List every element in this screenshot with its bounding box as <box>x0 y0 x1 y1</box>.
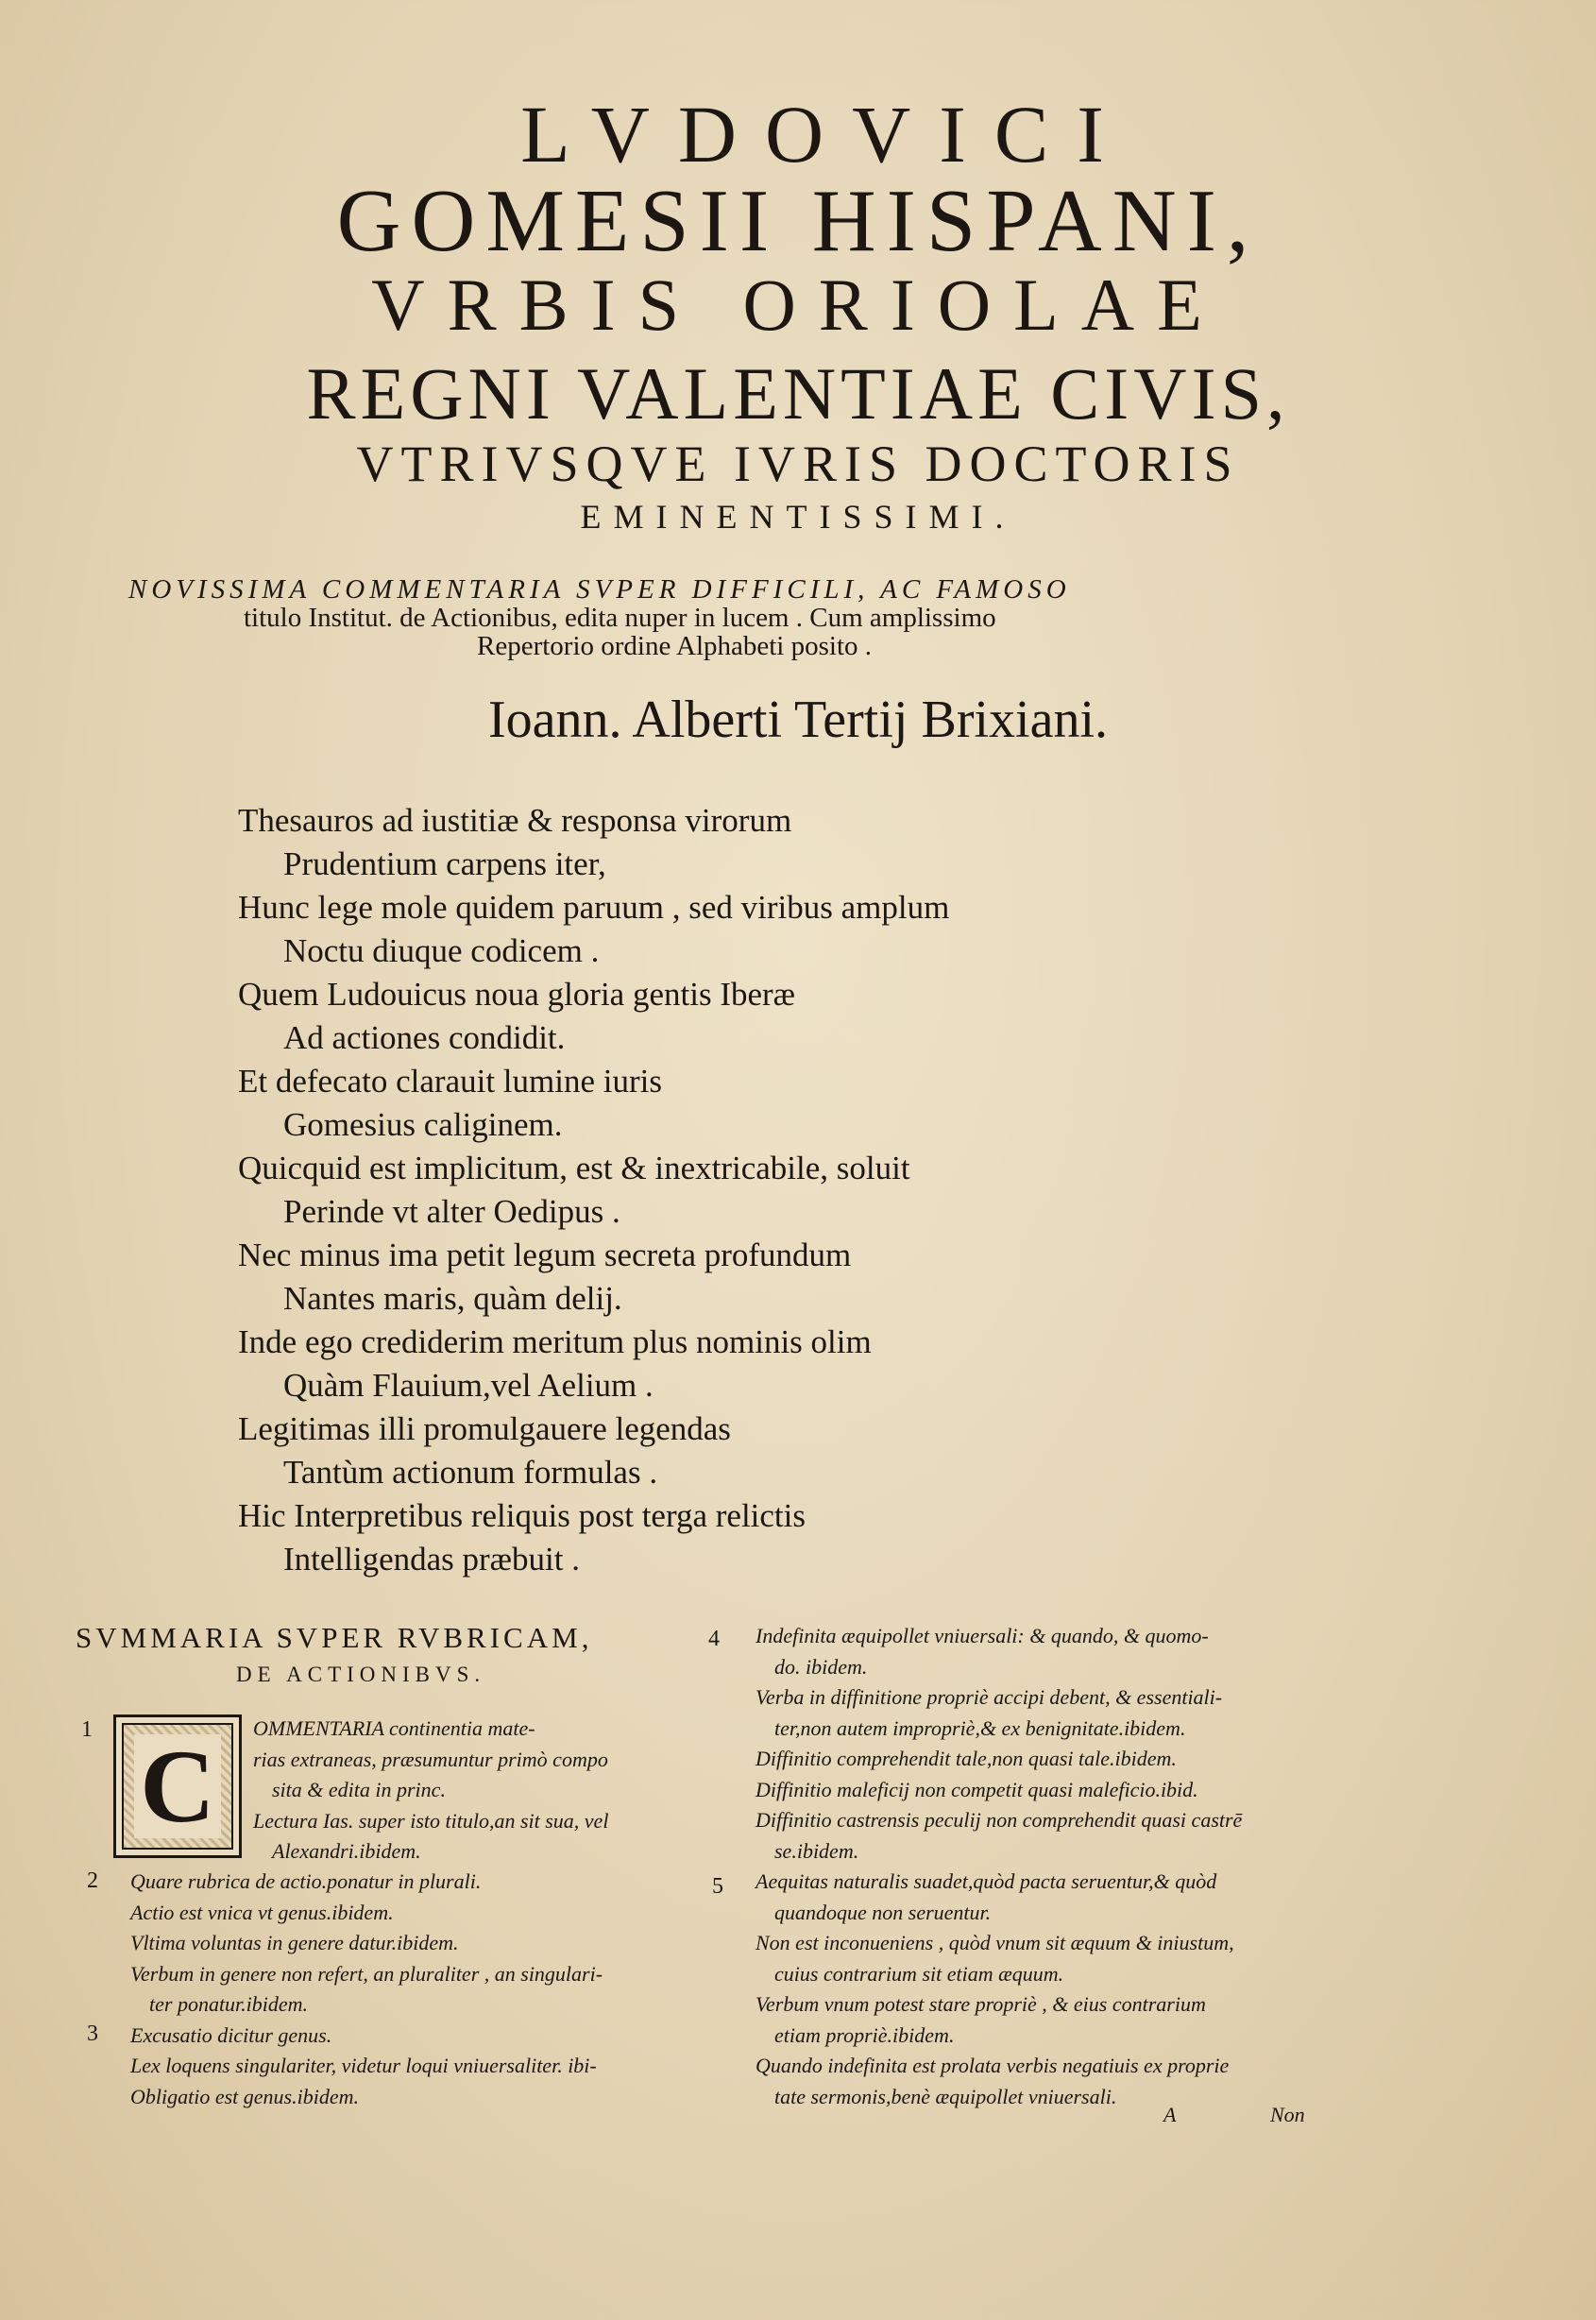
summaria-title: SVMMARIA SVPER RVBRICAM, <box>76 1621 593 1654</box>
summary-entry: Verbum in genere non refert, an pluraliter , an singulari- <box>130 1961 603 1986</box>
summary-entry: Indefinita æquipollet vniuersali: & quando, & quomo- <box>756 1624 1209 1647</box>
summary-entry: Lectura Ias. super isto titulo,an sit sua, vel <box>253 1808 609 1833</box>
summary-entry: Alexandri.ibidem. <box>272 1839 421 1863</box>
summary-entry: Lex loquens singulariter, videtur loqui vniuersaliter. ibi- <box>130 2054 597 2077</box>
poem-line: Perinde vt alter Oedipus . <box>283 1193 620 1230</box>
summary-number: 3 <box>87 2021 98 2046</box>
summary-left-column-first <box>253 1714 608 1868</box>
summary-entry: Diffinitio maleficij non competit quasi maleficio.ibid. <box>756 1777 1198 1801</box>
decorated-initial <box>113 1714 242 1858</box>
summary-entry: Vltima voluntas in genere datur.ibidem. <box>130 1931 459 1954</box>
title-line-4: REGNI VALENTIAE CIVIS, <box>306 352 1290 435</box>
title-line-2: GOMESII HISPANI, <box>336 172 1260 270</box>
summary-entry: Non est inconueniens , quòd vnum sit æquum & iniustum, <box>756 1931 1234 1954</box>
summary-entry: Quando indefinita est prolata verbis negatiuis ex proprie <box>756 2054 1230 2077</box>
dedicatory-poem <box>238 799 949 1581</box>
summary-entry: cuius contrarium sit etiam æquum. <box>774 1961 1064 1986</box>
poem-line: Tantùm actionum formulas . <box>283 1454 658 1491</box>
title-line-1: LVDOVICI <box>520 89 1132 179</box>
summary-entry: sita & edita in princ. <box>272 1778 446 1801</box>
summary-entry: Obligatio est genus.ibidem. <box>130 2084 359 2108</box>
summary-entry: Diffinitio castrensis peculij non comprehendit quasi castrē <box>756 1808 1243 1832</box>
title-line-5: VTRIVSQVE IVRIS DOCTORIS <box>356 435 1240 492</box>
initial-ornament <box>122 1723 233 1850</box>
summary-entry: Verba in diffinitione propriè accipi debent, & essentiali- <box>756 1685 1223 1709</box>
poem-line: Quicquid est implicitum, est & inextricabile, soluit <box>238 1150 910 1186</box>
summary-entry: se.ibidem. <box>774 1838 859 1863</box>
poem-line: Thesauros ad iustitiæ & responsa virorum <box>238 802 792 839</box>
summary-entry: Verbum vnum potest stare propriè , & eius contrarium <box>756 1992 1206 2016</box>
subtitle-line-1: NOVISSIMA COMMENTARIA SVPER DIFFICILI, AC FAMOSO <box>128 574 1071 605</box>
summary-number: 1 <box>81 1717 93 1742</box>
summary-entry: etiam propriè.ibidem. <box>774 2022 955 2047</box>
poem-line: Intelligendas præbuit . <box>283 1541 580 1578</box>
summary-entry: Aequitas naturalis suadet,quòd pacta seruentur,& quòd <box>756 1869 1217 1893</box>
summary-entry: quandoque non seruentur. <box>774 1900 992 1924</box>
initial-letter: C <box>134 1734 220 1838</box>
summary-left-column-rest <box>130 1867 603 2112</box>
summary-entry: Excusatio dicitur genus. <box>130 2022 332 2047</box>
title-line-6: EMINENTISSIMI. <box>580 498 1016 536</box>
summary-entry: do. ibidem. <box>774 1654 868 1679</box>
title-line-3: VRBIS ORIOLAE <box>371 264 1225 346</box>
poem-line: Nec minus ima petit legum secreta profundum <box>238 1237 852 1273</box>
poem-line: Gomesius caliginem. <box>283 1106 563 1143</box>
poem-line: Inde ego crediderim meritum plus nominis olim <box>238 1323 872 1360</box>
summary-number: 5 <box>712 1874 723 1899</box>
poem-line: Nantes maris, quàm delij. <box>283 1280 622 1317</box>
dedication-heading: Ioann. Alberti Tertij Brixiani. <box>487 691 1109 749</box>
poem-line: Quem Ludouicus noua gloria gentis Iberæ <box>238 976 796 1013</box>
summary-entry: Actio est vnica vt genus.ibidem. <box>130 1900 394 1924</box>
catchword: Non <box>1270 2103 1305 2126</box>
poem-line: Ad actiones condidit. <box>283 1019 566 1056</box>
poem-line: Prudentium carpens iter, <box>283 845 606 882</box>
summary-number: 4 <box>708 1627 720 1651</box>
summary-right-column <box>756 1621 1242 2112</box>
summary-entry: ter,non autem impropriè,& ex benignitate.ibidem. <box>774 1715 1186 1740</box>
signature-mark: A <box>1163 2103 1177 2126</box>
summaria-subtitle: DE ACTIONIBVS. <box>236 1663 486 1686</box>
summary-entry: ter ponatur.ibidem. <box>149 1992 309 2016</box>
poem-line: Hic Interpretibus reliquis post terga relictis <box>238 1497 806 1534</box>
summary-entry: tate sermonis,benè æquipollet vniuersali. <box>774 2084 1117 2108</box>
poem-line: Et defecato clarauit lumine iuris <box>238 1063 662 1100</box>
subtitle-line-3: Repertorio ordine Alphabeti posito . <box>477 631 873 661</box>
summary-entry: Quare rubrica de actio.ponatur in plurali. <box>130 1869 482 1893</box>
poem-line: Noctu diuque codicem . <box>283 932 600 969</box>
summary-number: 2 <box>87 1868 98 1893</box>
summary-entry: Diffinitio comprehendit tale,non quasi tale.ibidem. <box>756 1747 1177 1770</box>
summary-entry: OMMENTARIA continentia mate- <box>253 1716 535 1740</box>
poem-line: Legitimas illi promulgauere legendas <box>238 1410 731 1447</box>
poem-line: Hunc lege mole quidem paruum , sed viribus amplum <box>238 889 950 926</box>
summary-entry: rias extraneas, præsumuntur primò compo <box>253 1747 608 1771</box>
subtitle-line-2: titulo Institut. de Actionibus, edita nuper in lucem . Cum amplissimo <box>244 603 996 633</box>
poem-line: Quàm Flauium,vel Aelium . <box>283 1367 654 1404</box>
